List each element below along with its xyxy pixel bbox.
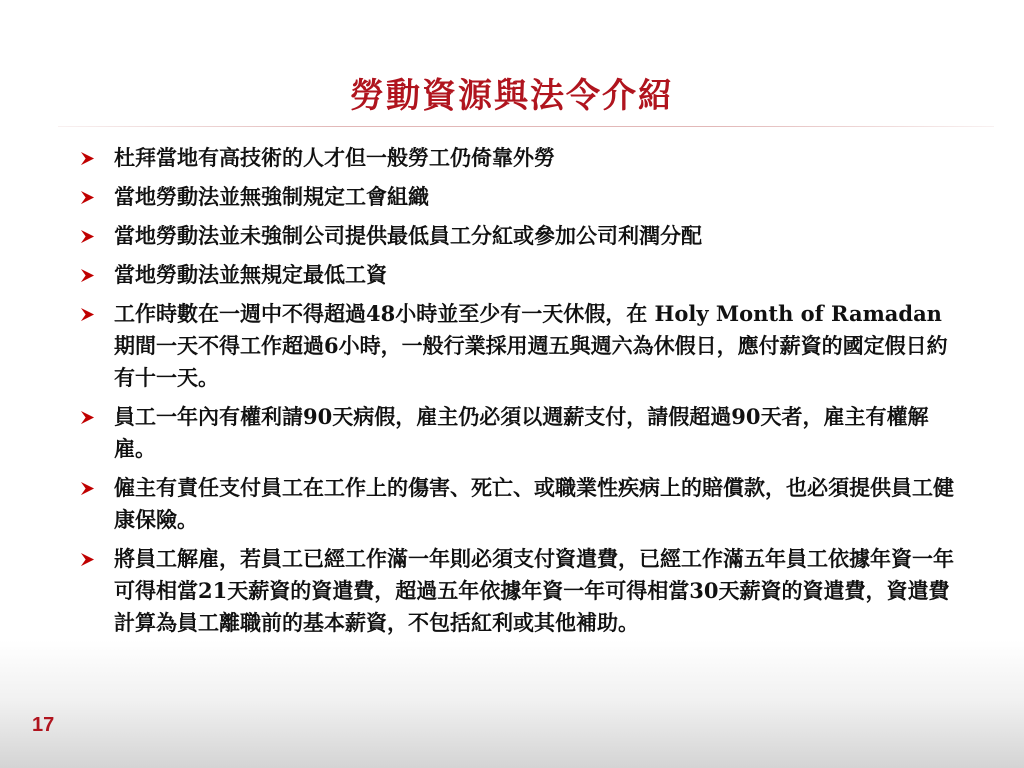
arrowhead-bullet-icon [80, 481, 95, 496]
arrowhead-bullet-icon [80, 229, 95, 244]
bullet-text: 當地勞動法並未強制公司提供最低員工分紅或參加公司利潤分配 [114, 223, 702, 248]
bullet-text: 工作時數在一週中不得超過48小時並至少有一天休假，在 Holy Month of Ramadan 期間一天不得工作超過6小時，一般行業採用週五與週六為休假日，應付薪資的國定假日約有十一天。 [114, 301, 948, 390]
bullet-item [80, 401, 960, 465]
title-divider [58, 126, 994, 127]
arrowhead-bullet-icon [80, 268, 95, 283]
bullet-text: 當地勞動法並無強制規定工會組織 [114, 184, 429, 209]
arrowhead-bullet-icon [80, 307, 95, 322]
bullet-item [80, 142, 960, 174]
bullet-item [80, 298, 960, 394]
slide-title: 勞動資源與法令介紹 [350, 76, 674, 116]
bullet-item [80, 220, 960, 252]
arrowhead-bullet-icon [80, 151, 95, 166]
bullet-item [80, 472, 960, 536]
bullet-text: 員工一年內有權利請90天病假，雇主仍必須以週薪支付，請假超過90天者，雇主有權解雇。 [114, 404, 929, 461]
bullet-text: 僱主有責任支付員工在工作上的傷害、死亡、或職業性疾病上的賠償款，也必須提供員工健康保險。 [114, 475, 954, 532]
bullet-item [80, 259, 960, 291]
bullet-item [80, 181, 960, 213]
page-number: 17 [32, 714, 55, 736]
bullet-text: 杜拜當地有高技術的人才但一般勞工仍倚靠外勞 [114, 145, 555, 170]
bullet-text: 當地勞動法並無規定最低工資 [114, 262, 387, 287]
arrowhead-bullet-icon [80, 410, 95, 425]
bullet-list [80, 142, 960, 646]
bullet-text: 將員工解雇，若員工已經工作滿一年則必須支付資遣費，已經工作滿五年員工依據年資一年可得相當21天薪資的資遣費，超過五年依據年資一年可得相當30天薪資的資遣費，資遣費計算為員工離職前的基本薪資，不包括紅利或其他補助。 [114, 546, 954, 635]
bullet-item [80, 543, 960, 639]
arrowhead-bullet-icon [80, 552, 95, 567]
arrowhead-bullet-icon [80, 190, 95, 205]
